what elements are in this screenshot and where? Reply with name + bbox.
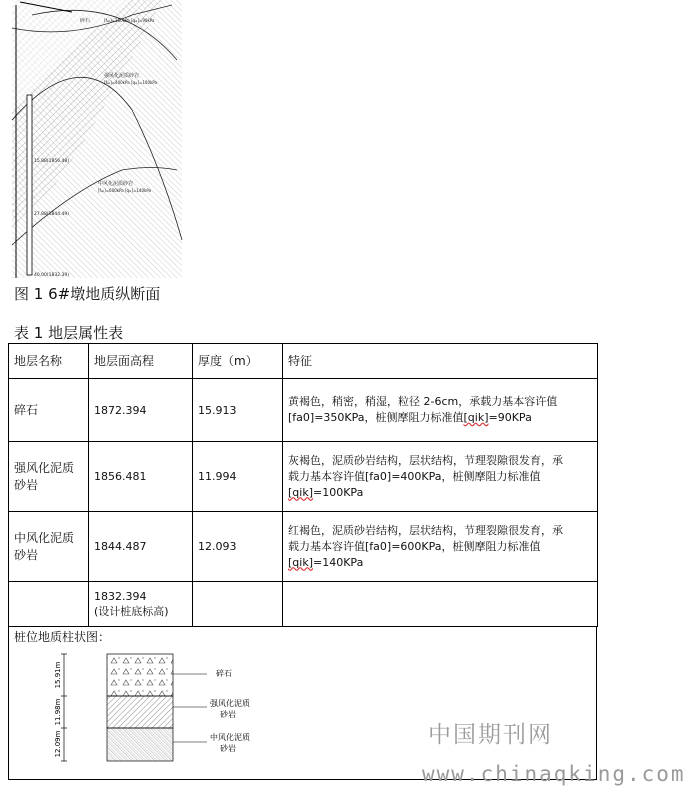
column-label-mid-line1: 中风化泥质 — [210, 733, 250, 742]
feature-line: 黄褐色，稍密，稍湿，粒径 2-6cm，承载力基本容许值 — [288, 395, 558, 408]
feature-line: 载力基本容许值[fa0]=600KPa，桩侧摩阻力标准值 — [288, 539, 541, 553]
column-label-strong-line1: 强风化泥质 — [210, 699, 250, 708]
stratum-elevation — [89, 582, 193, 627]
layer-label-strong: 强风化泥质砂岩 — [104, 73, 140, 79]
feature-line: [fa0]=350KPa，桩侧摩阻力标准值 — [288, 411, 464, 424]
pile-column-diagram — [49, 644, 269, 764]
feature-line: =90KPa — [488, 411, 532, 424]
header-thickness: 厚度（m） — [193, 344, 283, 379]
watermark-url: www.chinaqking.com — [422, 762, 686, 786]
table-header-row — [9, 344, 598, 379]
feature-symbol: [qik] — [288, 555, 313, 569]
stratum-thickness: 11.994 — [193, 442, 283, 512]
stratum-elevation: 1844.487 — [89, 512, 193, 582]
feature-symbol: [qik] — [463, 411, 489, 424]
elevation-mark-3: 40.00(1832.39) — [34, 273, 70, 278]
stratum-feature — [283, 512, 598, 582]
elevation-mark-2: 27.88(1844.49) — [34, 212, 70, 217]
stratum-feature — [283, 379, 598, 442]
gravel-layer-block — [107, 654, 173, 696]
design-pile-bottom-note: (设计桩底标高) — [94, 605, 169, 618]
stratum-thickness: 15.913 — [193, 379, 283, 442]
column-label-mid-line2: 砂岩 — [220, 744, 236, 753]
layer-params-strong: [fₐ₀]=400kPa [qᵢₖ]=100kPa — [104, 80, 158, 85]
figure-caption: 图 1 6#墩地质纵断面 — [14, 285, 161, 303]
strong-weathered-layer-block — [107, 696, 173, 728]
stratum-name: 强风化泥质砂岩 — [9, 442, 89, 512]
feature-line: 载力基本容许值[fa0]=400KPa，桩侧摩阻力标准值 — [288, 469, 541, 483]
header-feature: 特征 — [283, 344, 598, 379]
geological-section-drawing — [12, 0, 182, 278]
feature-line: =100KPa — [313, 485, 364, 499]
mid-weathered-layer-block — [107, 728, 173, 761]
stratum-elevation: 1856.481 — [89, 442, 193, 512]
feature-line: =140KPa — [313, 555, 364, 569]
layer-params-mid: [fₐ₀]=600kPa [qᵢₖ]=140kPa — [98, 188, 152, 193]
table-caption: 表 1 地层属性表 — [14, 324, 124, 342]
elevation-mark-1: 15.88(1856.48) — [34, 159, 70, 164]
stratum-elevation: 1872.394 — [89, 379, 193, 442]
feature-line: 灰褐色，泥质砂岩结构，层状结构，节理裂隙很发育，承 — [288, 453, 563, 467]
watermark-site-name: 中国期刊网 — [428, 722, 553, 748]
layer-label-mid: 中风化泥质砂岩 — [98, 181, 134, 187]
feature-line: 红褐色，泥质砂岩结构，层状结构，节理裂隙很发育，承 — [288, 523, 563, 537]
stratum-name: 中风化泥质砂岩 — [9, 512, 89, 582]
layer-label-gravel: 碎石 — [80, 18, 91, 24]
table-row — [9, 582, 598, 627]
feature-symbol: [qik] — [288, 485, 313, 499]
design-pile-bottom-elevation: 1832.394 — [94, 590, 147, 603]
stratum-feature — [283, 442, 598, 512]
stratum-thickness — [193, 582, 283, 627]
table-row — [9, 379, 598, 442]
table-row — [9, 512, 598, 582]
thickness-label-gravel: 15.91m — [54, 661, 62, 689]
stratum-name — [9, 582, 89, 627]
column-label-gravel: 碎石 — [216, 669, 232, 678]
thickness-label-strong: 11.98m — [54, 698, 62, 726]
stratum-feature — [283, 582, 598, 627]
layer-params-gravel: [fₐ₀]=350kPa [qᵢₖ]=90kPa — [104, 18, 155, 23]
thickness-label-mid: 12.09m — [54, 730, 62, 758]
stratum-thickness: 12.093 — [193, 512, 283, 582]
table-row — [9, 442, 598, 512]
header-elevation: 地层面高程 — [89, 344, 193, 379]
pile-column-title: 桩位地质柱状图： — [14, 630, 111, 644]
column-label-strong-line2: 砂岩 — [220, 710, 236, 719]
header-stratum-name: 地层名称 — [9, 344, 89, 379]
pile-column-section — [8, 626, 597, 780]
pile-shaft — [27, 95, 32, 275]
stratum-name: 碎石 — [9, 379, 89, 442]
stratum-properties-table — [8, 343, 598, 627]
